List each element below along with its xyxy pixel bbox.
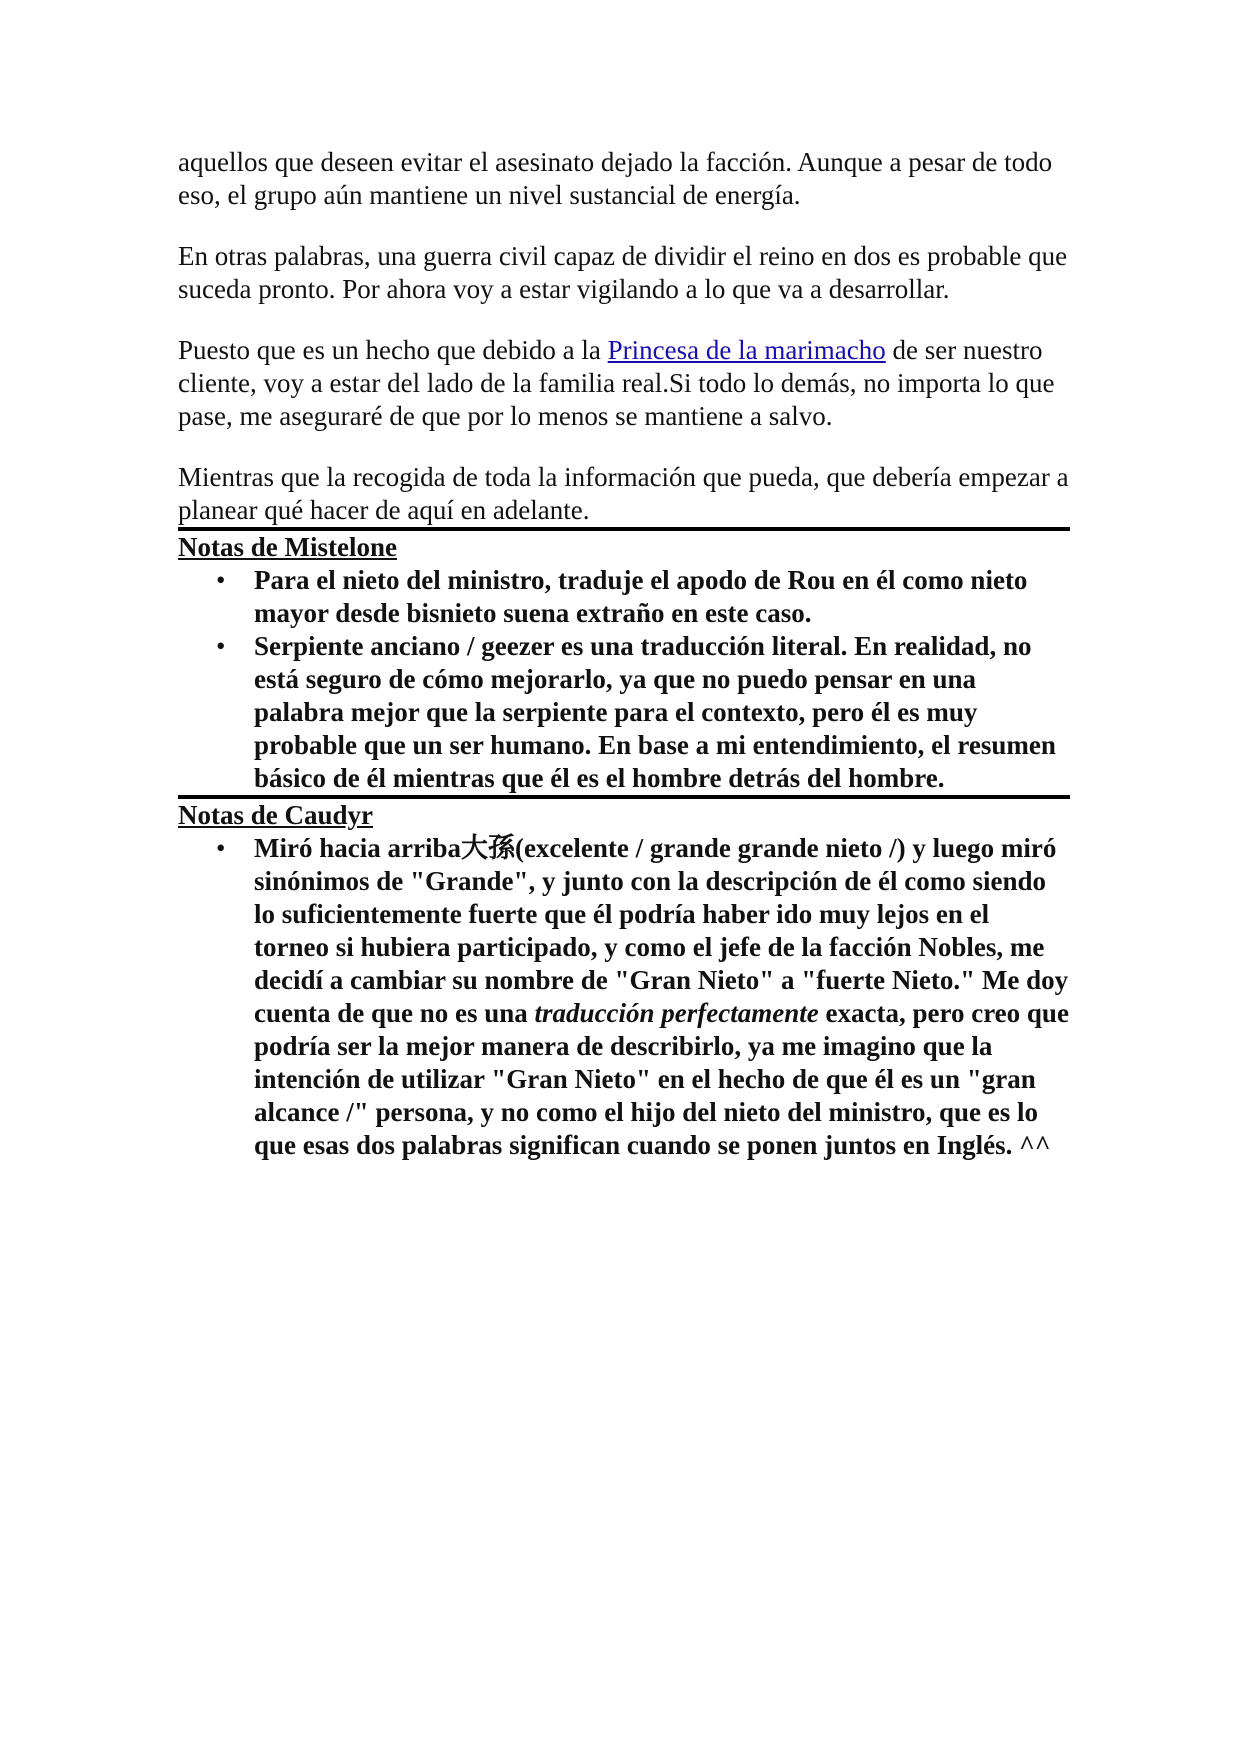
paragraph-2: En otras palabras, una guerra civil capaz de dividir el reino en dos es probable que suceda pronto. Por ahora voy a estar vigilando a lo que va a desarrollar. bbox=[178, 241, 1068, 304]
list-item bbox=[178, 832, 1070, 1162]
mistelone-notes-title: Notas de Mistelone bbox=[178, 532, 397, 562]
note-text: Serpiente anciano / geezer es una traducción literal. En realidad, no está seguro de cómo mejorarlo, ya que no puedo pensar en una palabra mejor que la serpiente para el contexto, pero él es muy probable que un ser humano. En base a mi entendimiento, el resumen básico de él mientras que él es el hombre detrás del hombre. bbox=[254, 631, 1056, 793]
note-text-part-2: exacta, pero creo que podría ser la mejor manera de describirlo, ya me imagino que la intención de utilizar "Gran Nieto" en el hecho de que él es un "gran alcance /" persona, y no como el hijo del nieto del ministro, que es lo que esas dos palabras significan cuando se ponen juntos en Inglés. ^^ bbox=[254, 998, 1069, 1160]
note-text-part-1: Miró hacia arriba大孫(excelente / grande grande nieto /) y luego miró sinónimos de "Grande", y junto con la descripción de él como siendo lo suficientemente fuerte que él podría haber ido muy lejos en el torneo si hubiera participado, y como el jefe de la facción Nobles, me decidí a cambiar su nombre de "Gran Nieto" a "fuerte Nieto." Me doy cuenta de que no es una bbox=[254, 833, 1069, 1028]
princesa-link[interactable]: Princesa de la marimacho bbox=[607, 335, 886, 365]
paragraph-3-after: de ser nuestro cliente, voy a estar del lado de la familia real.Si todo lo demás, no importa lo que pase, me aseguraré de que por lo menos se mantiene a salvo. bbox=[178, 335, 1055, 431]
paragraph-4: Mientras que la recogida de toda la información que pueda, que debería empezar a planear qué hacer de aquí en adelante. bbox=[178, 462, 1069, 525]
note-text: Para el nieto del ministro, traduje el apodo de Rou en él como nieto mayor desde bisnieto suena extraño en este caso. bbox=[254, 565, 1028, 628]
bullet-icon: • bbox=[216, 833, 226, 863]
caudyr-notes-list bbox=[178, 832, 1070, 1162]
paragraph-3 bbox=[178, 334, 1070, 433]
caudyr-notes-title: Notas de Caudyr bbox=[178, 800, 374, 830]
paragraph-3-before: Puesto que es un hecho que debido a la bbox=[178, 335, 608, 365]
document-page bbox=[178, 146, 1070, 1162]
paragraph-1: aquellos que deseen evitar el asesinato dejado la facción. Aunque a pesar de todo eso, el grupo aún mantiene un nivel sustancial de energía. bbox=[178, 147, 1053, 210]
list-item bbox=[178, 630, 1070, 795]
bullet-icon: • bbox=[216, 631, 226, 661]
list-item bbox=[178, 564, 1070, 630]
note-text-italic: traducción perfectamente bbox=[534, 998, 819, 1028]
mistelone-notes-list bbox=[178, 564, 1070, 795]
bullet-icon: • bbox=[216, 565, 226, 595]
